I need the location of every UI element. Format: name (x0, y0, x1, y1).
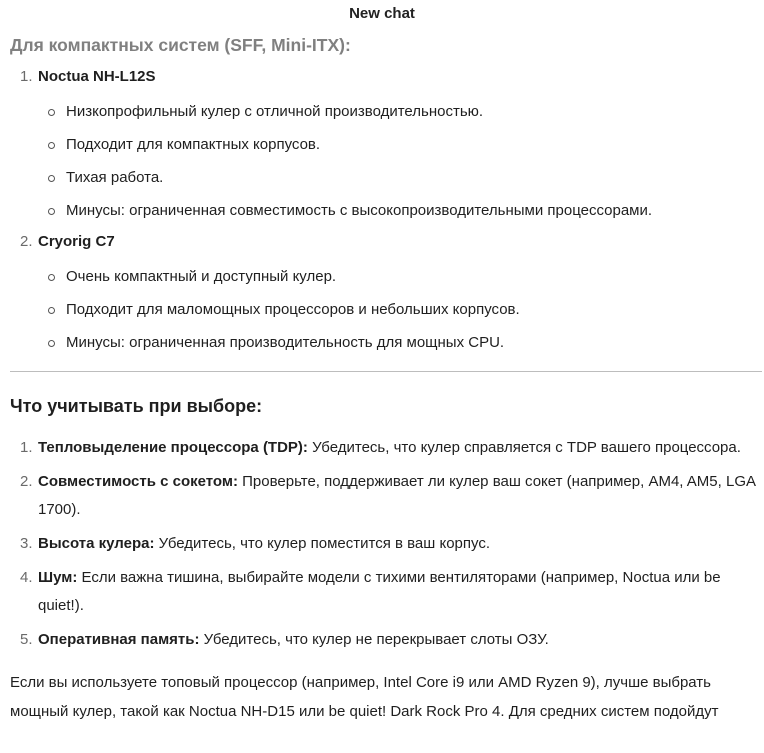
list-item (10, 530, 762, 558)
list-number: 3. (20, 535, 33, 552)
bullet-list (38, 260, 762, 359)
bullet-item: Очень компактный и доступный кулер. (38, 260, 762, 293)
criterion-text: Убедитесь, что кулер не перекрывает слоты ОЗУ. (199, 631, 549, 648)
criterion-text: Убедитесь, что кулер поместится в ваш корпус. (154, 535, 491, 552)
criteria-list (10, 434, 762, 654)
section-heading-criteria: Что учитывать при выборе: (10, 396, 263, 416)
section-heading-compact: Для компактных систем (SFF, Mini-ITX): (10, 35, 351, 55)
list-item (10, 626, 762, 654)
circle-bullet-icon (48, 109, 55, 116)
conclusion-paragraph: Если вы используете топовый процессор (например, Intel Core i9 или AMD Ryzen 9), лучше выбрать мощный кулер, такой как Noctua NH-D15 или be quiet! Dark Rock Pro 4. Для средних систем подойдут (10, 674, 719, 720)
list-item (10, 228, 762, 359)
list-item (10, 564, 762, 620)
criterion-title: Тепловыделение процессора (TDP): (38, 439, 308, 456)
bullet-item: Подходит для компактных корпусов. (38, 128, 762, 161)
list-item (10, 468, 762, 524)
bullet-item: Подходит для маломощных процессоров и небольших корпусов. (38, 293, 762, 326)
chat-message (10, 26, 762, 726)
circle-bullet-icon (48, 175, 55, 182)
window-title: New chat (349, 4, 415, 22)
list-number: 2. (20, 233, 33, 250)
circle-bullet-icon (48, 208, 55, 215)
bullet-item: Минусы: ограниченная совместимость с высокопроизводительными процессорами. (38, 194, 762, 227)
list-number: 5. (20, 631, 33, 648)
divider (10, 371, 762, 372)
criterion-title: Шум: (38, 569, 78, 586)
criterion-text: Если важна тишина, выбирайте модели с тихими вентиляторами (например, Noctua или be quiet!). (38, 569, 721, 614)
cooler-name: Cryorig C7 (38, 233, 115, 250)
criterion-title: Оперативная память: (38, 631, 200, 648)
circle-bullet-icon (48, 307, 55, 314)
criterion-title: Совместимость с сокетом: (38, 473, 238, 490)
cooler-list (10, 63, 762, 359)
list-item (10, 63, 762, 227)
list-number: 4. (20, 569, 33, 586)
bullet-item: Тихая работа. (38, 161, 762, 194)
bullet-item: Минусы: ограниченная производительность для мощных CPU. (38, 326, 762, 359)
list-number: 1. (20, 439, 33, 456)
cooler-name: Noctua NH-L12S (38, 68, 156, 85)
bullet-list (38, 95, 762, 227)
circle-bullet-icon (48, 340, 55, 347)
criterion-title: Высота кулера: (38, 535, 155, 552)
circle-bullet-icon (48, 142, 55, 149)
bullet-item: Низкопрофильный кулер с отличной производительностью. (38, 95, 762, 128)
criterion-text: Убедитесь, что кулер справляется с TDP вашего процессора. (307, 439, 741, 456)
criterion-text: Проверьте, поддерживает ли кулер ваш сокет (например, AM4, AM5, LGA 1700). (38, 473, 756, 518)
list-number: 1. (20, 68, 33, 85)
list-number: 2. (20, 473, 33, 490)
list-item (10, 434, 762, 462)
circle-bullet-icon (48, 274, 55, 281)
